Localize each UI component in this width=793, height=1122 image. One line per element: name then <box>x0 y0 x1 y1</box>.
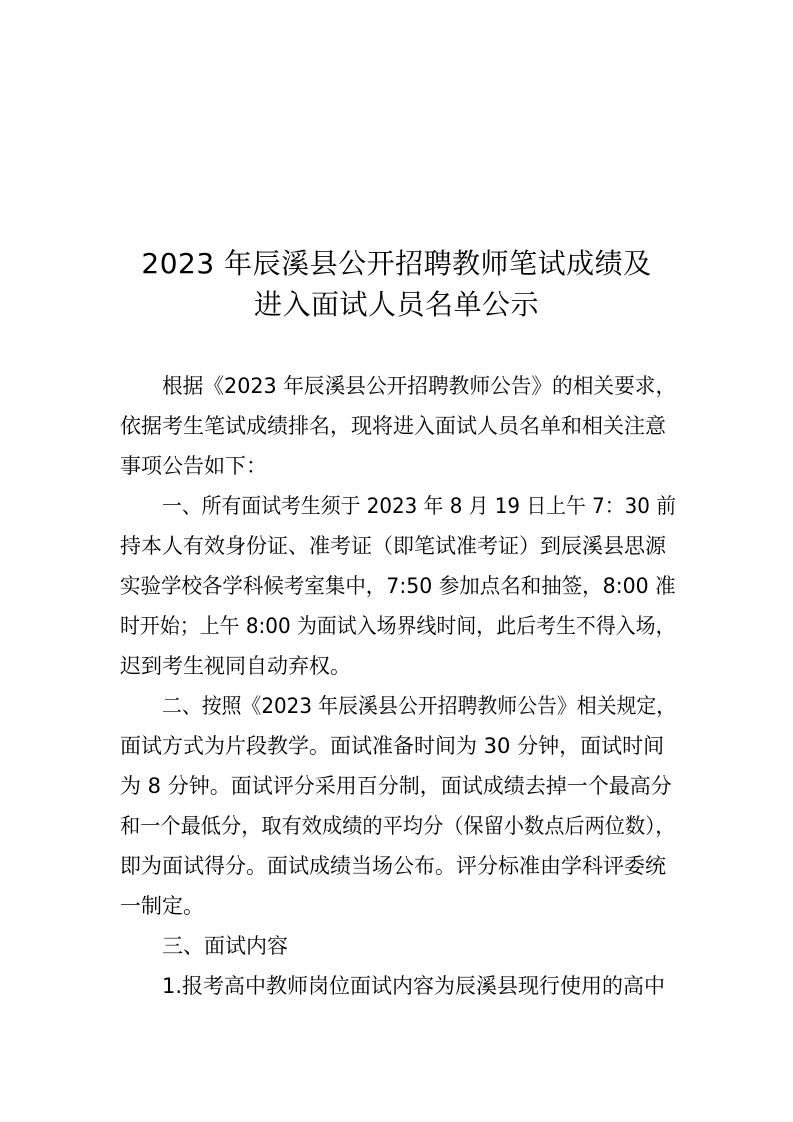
body-text: 根据《2023 年辰溪县公开招聘教师公告》的相关要求， <box>162 374 677 398</box>
body-text: 三、面试内容 <box>162 934 288 958</box>
body-text: 为 8 分钟。面试评分采用百分制，面试成绩去掉一个最高分 <box>120 774 672 798</box>
document-title-line-1: 2023 年辰溪县公开招聘教师笔试成绩及 <box>141 247 652 280</box>
body-text: 依据考生笔试成绩排名，现将进入面试人员名单和相关注意 <box>120 414 666 438</box>
body-text: 一制定。 <box>120 894 204 918</box>
body-text: 即为面试得分。面试成绩当场公布。评分标准由学科评委统 <box>120 854 666 878</box>
document-title-line-2: 进入面试人员名单公示 <box>253 288 539 321</box>
body-text: 二、按照《2023 年辰溪县公开招聘教师公告》相关规定， <box>162 694 677 718</box>
body-text: 事项公告如下： <box>120 454 267 478</box>
body-text: 迟到考生视同自动弃权。 <box>120 654 351 678</box>
body-text: 面试方式为片段教学。面试准备时间为 30 分钟，面试时间 <box>120 734 665 758</box>
body-text: 和一个最低分，取有效成绩的平均分（保留小数点后两位数）， <box>120 814 676 838</box>
body-text: 实验学校各学科候考室集中，7:50 参加点名和抽签，8:00 准 <box>120 574 676 598</box>
body-text: 持本人有效身份证、准考证（即笔试准考证）到辰溪县思源 <box>120 534 666 558</box>
body-text: 1.报考高中教师岗位面试内容为辰溪县现行使用的高中 <box>162 974 666 998</box>
body-text: 一、所有面试考生须于 2023 年 8 月 19 日上午 7：30 前 <box>162 494 677 518</box>
body-text: 时开始；上午 8:00 为面试入场界线时间，此后考生不得入场， <box>120 614 676 638</box>
